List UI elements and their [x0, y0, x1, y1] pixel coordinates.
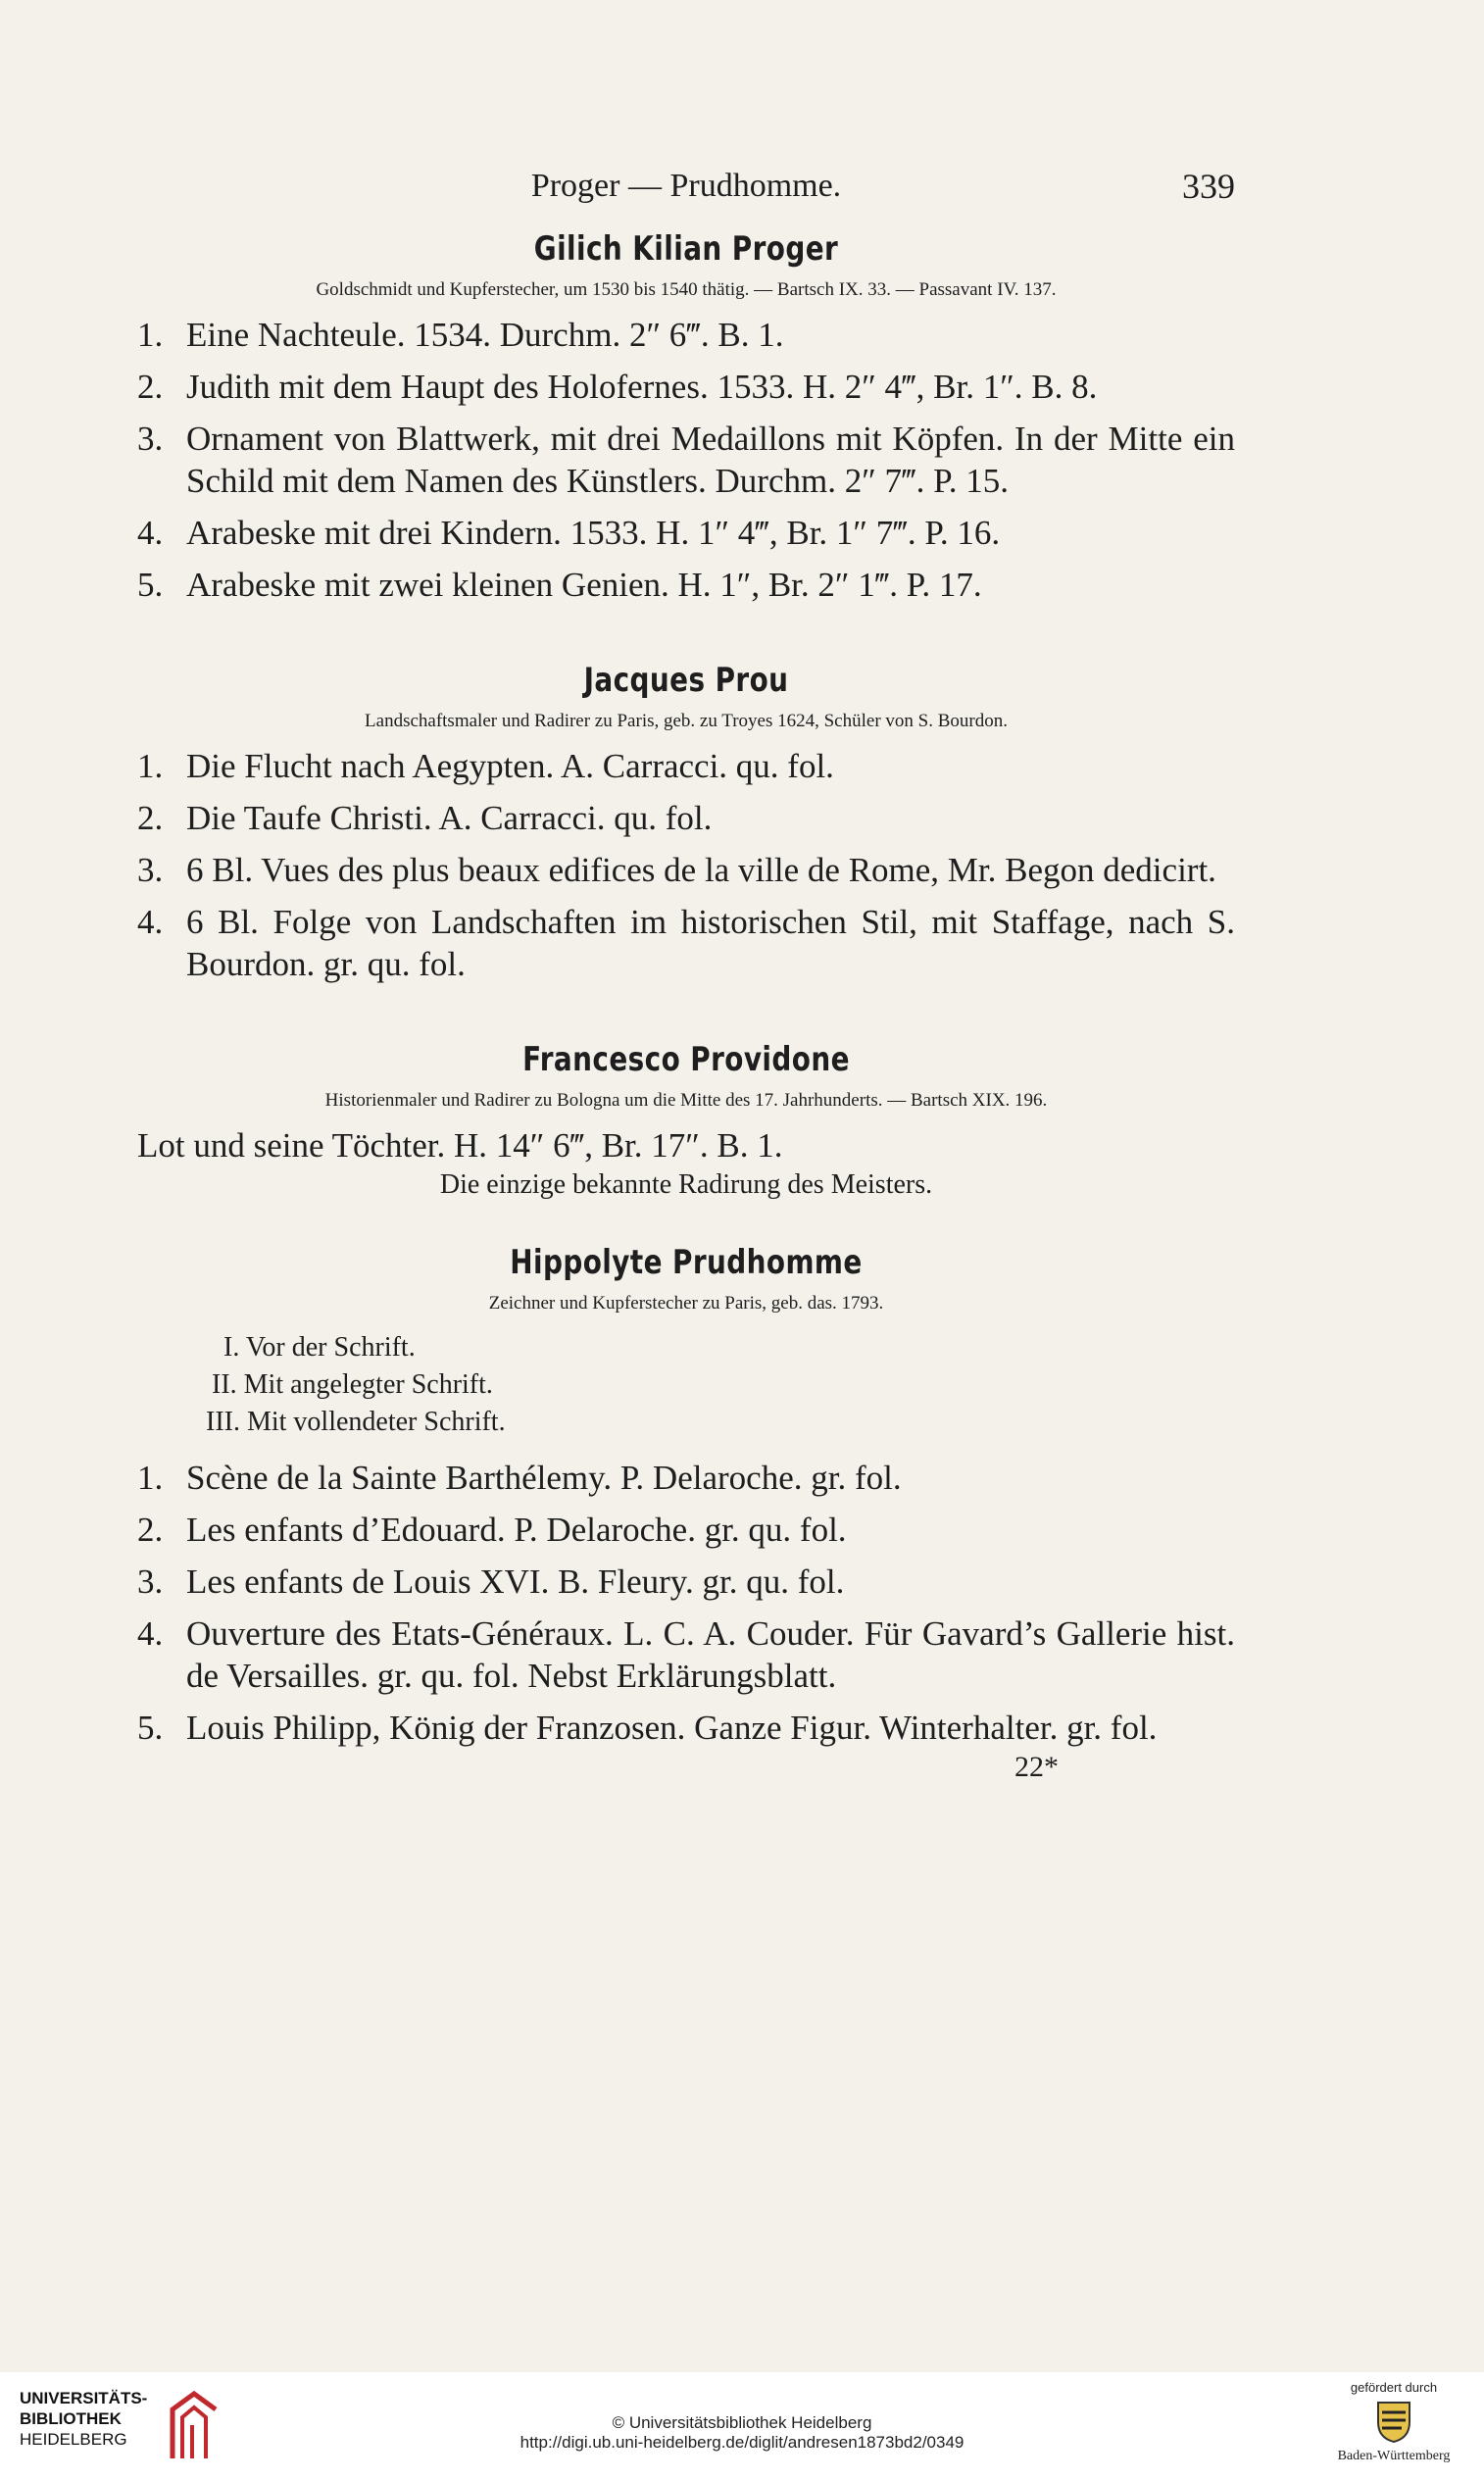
catalogue-entry: 4. Ouverture des Etats-Généraux. L. C. A. Couder. Für Gavard’s Gallerie hist. de Versailles. gr. qu. fol. Nebst Erklärungsblatt. [137, 1614, 1235, 1695]
page-number: 339 [1182, 167, 1235, 206]
artist-bio: Zeichner und Kupferstecher zu Paris, geb. das. 1793. [488, 1293, 884, 1314]
catalogue-entry: 3. Les enfants de Louis XVI. B. Fleury. gr. qu. fol. [137, 1562, 845, 1601]
catalogue-entry: 1. Eine Nachteule. 1534. Durchm. 2″ 6‴. B. 1. [137, 316, 784, 354]
sponsor-name: Baden-Württemberg [1337, 2449, 1451, 2463]
running-title: Proger — Prudhomme. [530, 168, 842, 204]
catalogue-entry: 1. Die Flucht nach Aegypten. A. Carracci. qu. fol. [137, 747, 834, 785]
catalogue-entry: 4. 6 Bl. Folge von Landschaften im historischen Stil, mit Staffage, nach S. Bourdon. gr. qu. fol. [137, 903, 1235, 983]
signature-mark: 22* [1014, 1751, 1059, 1783]
artist-heading: Gilich Kilian Proger [533, 229, 839, 269]
state-item: II. Mit angelegter Schrift. [212, 1369, 493, 1400]
library-name-line: BIBLIOTHEK [20, 2409, 122, 2428]
catalogue-entry: 5. Louis Philipp, König der Franzosen. Ganze Figur. Winterhalter. gr. fol. [137, 1709, 1158, 1747]
artist-section-proger [137, 229, 1235, 606]
copyright-text: © Universitätsbibliothek Heidelberg [612, 2413, 872, 2432]
catalogue-entry: 1. Scène de la Sainte Barthélemy. P. Delaroche. gr. fol. [137, 1459, 902, 1497]
artist-heading: Francesco Providone [522, 1040, 850, 1079]
entry-note: Die einzige bekannte Radirung des Meisters. [439, 1169, 933, 1200]
artist-heading: Hippolyte Prudhomme [510, 1243, 863, 1282]
catalogue-entry: 4. Arabeske mit drei Kindern. 1533. H. 1″ 4‴, Br. 1″ 7‴. P. 16. [137, 514, 1001, 552]
footer-bar [0, 2372, 1484, 2480]
running-head [137, 157, 1235, 216]
state-item: I. Vor der Schrift. [223, 1332, 416, 1363]
artist-heading: Jacques Prou [583, 661, 789, 700]
sponsor-label: gefördert durch [1350, 2380, 1438, 2395]
library-name-line: UNIVERSITÄTS- [20, 2389, 148, 2407]
catalogue-entry: 3. Ornament von Blattwerk, mit drei Medaillons mit Köpfen. In der Mitte ein Schild mit dem Namen des Künstlers. Durchm. 2″ 7‴. P. 15. [137, 420, 1235, 500]
catalogue-entry: 2. Die Taufe Christi. A. Carracci. qu. fol. [137, 799, 713, 837]
catalogue-entry: 2. Les enfants d’Edouard. P. Delaroche. gr. qu. fol. [137, 1511, 847, 1549]
catalogue-entry: 5. Arabeske mit zwei kleinen Genien. H. 1″, Br. 2″ 1‴. P. 17. [137, 566, 982, 604]
artist-bio: Landschaftsmaler und Radirer zu Paris, geb. zu Troyes 1624, Schüler von S. Bourdon. [365, 711, 1008, 731]
state-list [137, 1329, 1235, 1441]
artist-section-providone [137, 1040, 1235, 1204]
artist-section-prudhomme [137, 1243, 1235, 1783]
sponsor-block[interactable] [1325, 2380, 1462, 2464]
catalogue-entry: 3. 6 Bl. Vues des plus beaux edifices de la ville de Rome, Mr. Begon dedicirt. [137, 851, 1216, 889]
page-column [137, 157, 1235, 1783]
catalogue-entry: Lot und seine Töchter. H. 14″ 6‴, Br. 17″. B. 1. [137, 1126, 783, 1165]
state-crest-icon [1372, 2399, 1415, 2444]
artist-bio: Goldschmidt und Kupferstecher, um 1530 bis 1540 thätig. — Bartsch IX. 33. — Passavant IV. 137. [316, 279, 1057, 300]
artist-bio: Historienmaler und Radirer zu Bologna um die Mitte des 17. Jahrhunderts. — Bartsch XIX. 196. [324, 1090, 1048, 1111]
source-url-link[interactable]: http://digi.ub.uni-heidelberg.de/diglit/andresen1873bd2/0349 [519, 2433, 965, 2452]
state-item: III. Mit vollendeter Schrift. [206, 1407, 506, 1437]
artist-section-prou [137, 661, 1235, 985]
catalogue-entry: 2. Judith mit dem Haupt des Holofernes. 1533. H. 2″ 4‴, Br. 1″. B. 8. [137, 368, 1098, 406]
library-name-line: HEIDELBERG [20, 2430, 127, 2449]
